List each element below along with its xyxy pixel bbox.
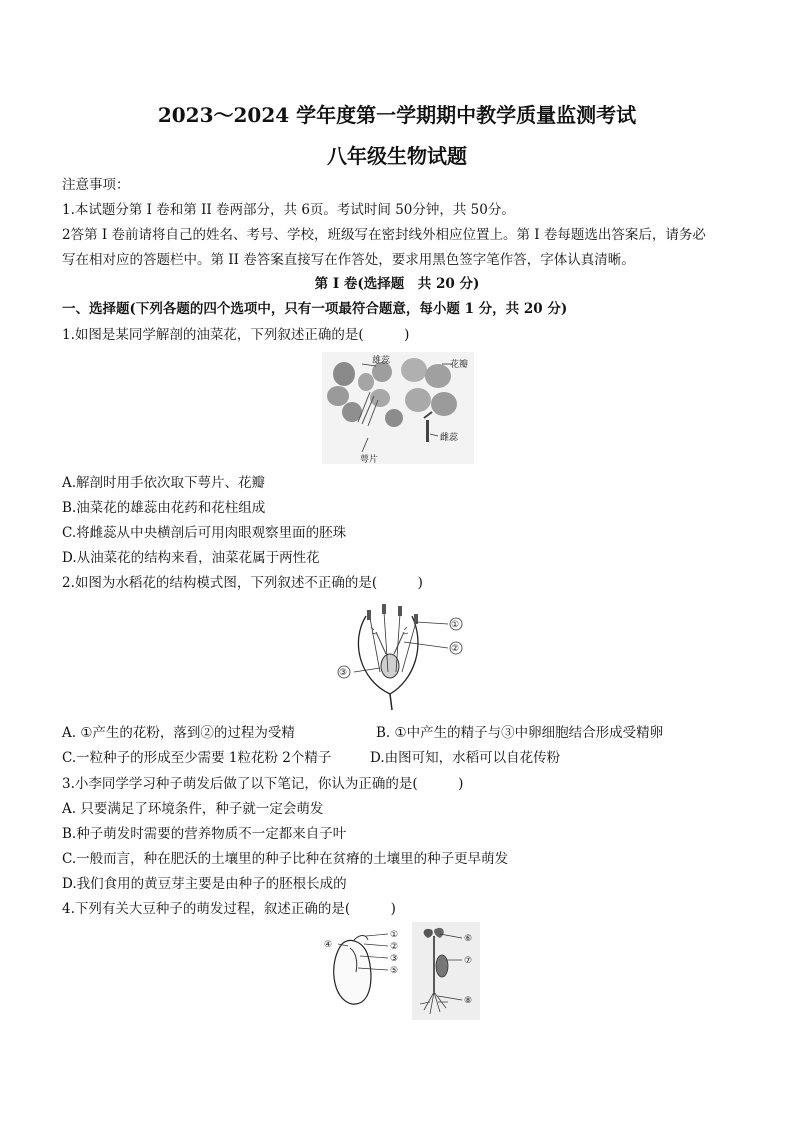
volume-title: 第 I 卷(选择题 共 20 分) <box>314 276 480 292</box>
notice-item-2-line-2: 写在相对应的答题栏中。第 II 卷答案直接写在作答处，要求用黑色签字笔作答，字体认真清晰。 <box>62 252 635 268</box>
soybean-germination-diagram <box>320 922 480 1020</box>
figure-label-6: ⑥ <box>464 934 473 944</box>
soybean-germination-figure <box>320 922 480 1020</box>
exam-title: 2023～2024 学年度第一学期期中教学质量监测考试 <box>157 103 637 127</box>
question-1-option-b: B.油菜花的雄蕊由花药和花柱组成 <box>62 500 266 516</box>
figure-label-2: ② <box>451 644 460 654</box>
question-2-option-b: B. ①中产生的精子与③中卵细胞结合形成受精卵 <box>376 725 664 741</box>
question-1-option-d: D.从油菜花的结构来看，油菜花属于两性花 <box>62 550 320 566</box>
question-1-stem: 1.如图是某同学解剖的油菜花，下列叙述正确的是( ) <box>62 327 410 343</box>
question-1-option-c: C.将雌蕊从中央横剖后可用肉眼观察里面的胚珠 <box>62 525 347 541</box>
exam-subtitle: 八年级生物试题 <box>327 144 467 168</box>
question-3-option-a: A. 只要满足了环境条件，种子就一定会萌发 <box>62 801 324 817</box>
rapeseed-flower-figure <box>322 352 474 464</box>
question-4-stem: 4.下列有关大豆种子的萌发过程，叙述正确的是( ) <box>62 901 396 917</box>
figure-label-8: ⑧ <box>464 996 473 1006</box>
question-2-option-a: A. ①产生的花粉，落到②的过程为受精 <box>62 725 295 741</box>
question-2-stem: 2.如图为水稻花的结构模式图，下列叙述不正确的是( ) <box>62 575 423 591</box>
figure-label-1: ① <box>390 930 399 940</box>
figure-label-5: ⑤ <box>390 966 399 976</box>
question-3-option-d: D.我们食用的黄豆芽主要是由种子的胚根长成的 <box>62 876 347 892</box>
notice-item-1: 1.本试题分第 I 卷和第 II 卷两部分，共 6页。考试时间 50分钟，共 50分。 <box>62 202 515 218</box>
figure-label-2: ② <box>390 942 399 952</box>
figure-label-sepal: 萼片 <box>360 455 379 464</box>
figure-label-pistil: 雌蕊 <box>440 433 459 443</box>
figure-label-3: ③ <box>339 668 348 678</box>
figure-label-3: ③ <box>390 954 399 964</box>
notice-heading: 注意事项： <box>62 177 130 193</box>
figure-label-1: ① <box>451 620 460 630</box>
question-2-option-d: D.由图可知，水稻可以自花传粉 <box>370 750 561 766</box>
question-3-option-c: C.一般而言，种在肥沃的土壤里的种子比种在贫瘠的土壤里的种子更早萌发 <box>62 851 509 867</box>
notice-item-2-line-1: 2答第 I 卷前请将自己的姓名、考号、学校，班级写在密封线外相应位置上。第 I 卷每题选出答案后，请务必 <box>62 227 706 243</box>
rice-flower-figure <box>330 602 470 712</box>
figure-label-petal: 花瓣 <box>450 360 469 370</box>
question-1-option-a: A.解剖时用手依次取下萼片、花瓣 <box>62 475 266 491</box>
rice-flower-diagram <box>330 602 470 712</box>
figure-label-4: ④ <box>324 940 333 950</box>
figure-label-7: ⑦ <box>464 956 473 966</box>
rapeseed-flower-diagram <box>322 352 474 464</box>
question-3-stem: 3.小李同学学习种子萌发后做了以下笔记，你认为正确的是( ) <box>62 776 464 792</box>
part-title: 一、选择题(下列各题的四个选项中，只有一项最符合题意，每小题 1 分，共 20 分) <box>62 301 568 317</box>
question-3-option-b: B.种子萌发时需要的营养物质不一定都来自子叶 <box>62 826 347 842</box>
figure-label-stamen: 雄蕊 <box>372 356 391 366</box>
question-2-option-c: C.一粒种子的形成至少需要 1粒花粉 2个精子 <box>62 750 332 766</box>
